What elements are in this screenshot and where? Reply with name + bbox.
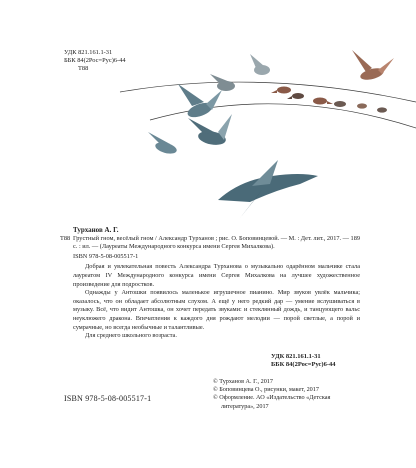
bird-blue-large xyxy=(218,160,318,218)
bird-blue-3 xyxy=(148,132,178,156)
copyright-block xyxy=(213,378,373,411)
bottom-classification-block xyxy=(271,353,335,370)
udk-code-bottom: УДК 821.161.1-31 xyxy=(271,353,321,360)
bird-sitting-4 xyxy=(334,101,346,107)
bird-sitting-6 xyxy=(377,107,387,112)
isbn-bottom: ISBN 978-5-08-005517-1 xyxy=(64,394,152,403)
title-description: Грустный гном, весёлый гном / Александр Турханов ; рис. О. Боповинцевой. — М. : Дет. лит., 2017. — 189 с. : ил. — (Лауреаты Международного конкурса имени Сергея Михалкова). xyxy=(73,234,360,251)
annotation-paragraph-1: Добрая и увлекательная повесть Александра Турханова о музыкально одарённом мальчике стала лауреатом IV Международного конкурса имени Сергея Михалкова на лучшее художественное произведение для подростков. xyxy=(73,263,360,288)
bird-sitting-2 xyxy=(287,93,304,99)
birds-illustration xyxy=(0,40,416,230)
record-isbn: ISBN 978-5-08-005517-1 xyxy=(73,252,139,260)
bibliographic-record xyxy=(60,226,360,341)
title-row xyxy=(60,235,360,252)
copyright-line-4: литература», 2017 xyxy=(221,402,269,410)
copyright-line-1: © Турханов А. Г., 2017 xyxy=(213,378,273,385)
udk-code: УДК 821.161.1-31 xyxy=(64,49,113,56)
record-code: Т88 xyxy=(60,234,71,242)
bird-brown-flying xyxy=(352,50,394,82)
copyright-line-3: © Оформление. АО «Издательство «Детская xyxy=(213,394,331,402)
bird-grey-1 xyxy=(250,54,270,75)
author-code: Т88 xyxy=(78,65,89,73)
bird-sitting-5 xyxy=(357,103,367,108)
bbk-code-bottom: ББК 84(2Рос=Рус)6-44 xyxy=(271,361,336,369)
bird-sitting-3 xyxy=(313,98,333,105)
author-heading: Турханов А. Г. xyxy=(73,226,119,234)
bird-blue-2 xyxy=(188,114,232,147)
copyright-line-2: © Боповинцева О., рисунки, макет, 2017 xyxy=(213,386,319,394)
bird-blue-1 xyxy=(178,84,222,120)
bbk-code: ББК 84(2Рос=Рус)6-44 xyxy=(64,57,126,65)
bird-sitting-1 xyxy=(271,87,291,94)
audience-note: Для среднего школьного возраста. xyxy=(85,332,177,340)
annotation-paragraph-2: Однажды у Антошки появилось маленькое игрушечное пианино. Мир звуков увлёк мальчика; оказалось, что он обладает абсолютным слухом. А ещё у него редкий дар — умение вслушиваться в музыку. Всё, что видит Антошка, он хочет передать звуками: и стеклянный дождь, и танцующего вальс неуклюжего дракона. Впечатления к каждого дня рождают мелодии — порой светлые, а порой и сумрачные, но всегда необычные и талантливые. xyxy=(73,289,360,331)
power-line-1 xyxy=(120,82,416,102)
